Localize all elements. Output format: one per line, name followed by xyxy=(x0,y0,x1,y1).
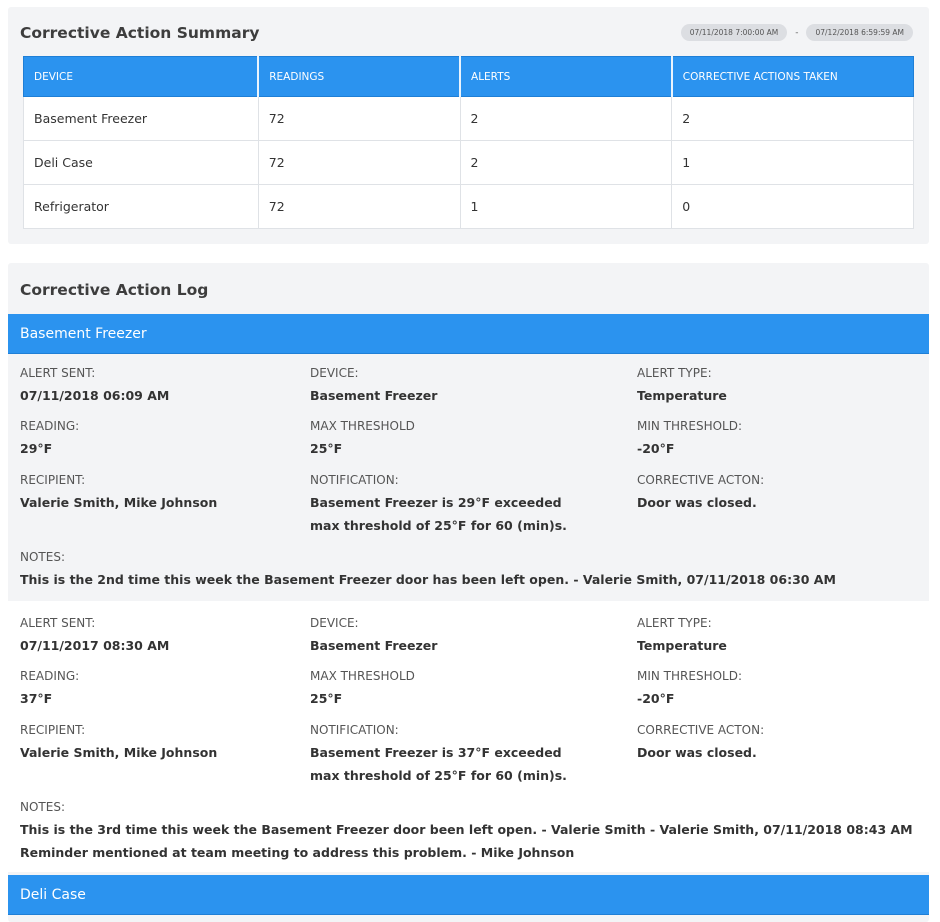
device-group-header[interactable]: Basement Freezer xyxy=(8,314,929,354)
table-row xyxy=(24,97,914,141)
summary-title: Corrective Action Summary xyxy=(20,24,260,42)
log-panel xyxy=(8,263,929,922)
notification-line-2: max threshold of 25°F for 60 (min)s. xyxy=(310,518,567,533)
alert-type-label: ALERT TYPE: xyxy=(637,366,712,380)
cell-readings: 72 xyxy=(258,141,460,185)
date-separator: - xyxy=(795,27,799,38)
summary-header-row xyxy=(24,57,914,97)
summary-table xyxy=(23,56,914,229)
corrective-action-field xyxy=(637,472,764,514)
cell-alerts: 2 xyxy=(460,97,672,141)
device-label: DEVICE: xyxy=(310,616,359,630)
cell-alerts: 2 xyxy=(460,141,672,185)
max-threshold-label: MAX THRESHOLD xyxy=(310,669,415,683)
min-threshold-label: MIN THRESHOLD: xyxy=(637,669,743,683)
cell-corrective-actions: 2 xyxy=(672,97,914,141)
log-title: Corrective Action Log xyxy=(20,281,209,299)
reading-value: 29°F xyxy=(20,441,53,456)
device-label: DEVICE: xyxy=(310,366,359,380)
device-value: Basement Freezer xyxy=(310,388,438,403)
cell-corrective-actions: 0 xyxy=(672,185,914,229)
corrective-action-value: Door was closed. xyxy=(637,745,757,760)
recipient-value: Valerie Smith, Mike Johnson xyxy=(20,495,218,510)
date-range xyxy=(681,24,913,41)
notification-field xyxy=(310,472,567,537)
notes-label: NOTES: xyxy=(20,550,65,564)
device-field xyxy=(310,615,437,657)
notification-line-1: Basement Freezer is 29°F exceeded xyxy=(310,495,562,510)
notification-label: NOTIFICATION: xyxy=(310,723,399,737)
notification-line-2: max threshold of 25°F for 60 (min)s. xyxy=(310,768,567,783)
alert-sent-value: 07/11/2017 08:30 AM xyxy=(20,638,170,653)
alert-sent-value: 07/11/2018 06:09 AM xyxy=(20,388,170,403)
notes-field xyxy=(20,549,920,591)
notification-field xyxy=(310,722,567,787)
cell-device: Deli Case xyxy=(24,141,259,185)
column-header-device: DEVICE xyxy=(24,57,259,97)
min-threshold-value: -20°F xyxy=(637,691,675,706)
summary-panel xyxy=(8,7,929,244)
corrective-action-value: Door was closed. xyxy=(637,495,757,510)
corrective-action-label: CORRECTIVE ACTON: xyxy=(637,723,765,737)
cell-alerts: 1 xyxy=(460,185,672,229)
recipient-field xyxy=(20,722,217,764)
notes-line-1: This is the 2nd time this week the Basement Freezer door has been left open. - Valerie Smith, 07/11/2018 06:30 AM xyxy=(20,572,836,587)
alert-type-label: ALERT TYPE: xyxy=(637,616,712,630)
alert-type-value: Temperature xyxy=(637,388,727,403)
max-threshold-field xyxy=(310,418,415,460)
column-header-readings: READINGS xyxy=(258,57,460,97)
reading-label: READING: xyxy=(20,419,80,433)
max-threshold-field xyxy=(310,668,415,710)
recipient-field xyxy=(20,472,217,514)
column-header-corrective-actions: CORRECTIVE ACTIONS TAKEN xyxy=(672,57,914,97)
cell-readings: 72 xyxy=(258,185,460,229)
notes-field xyxy=(20,799,920,864)
notification-label: NOTIFICATION: xyxy=(310,473,399,487)
notes-line-2: Reminder mentioned at team meeting to address this problem. - Mike Johnson xyxy=(20,845,575,860)
notification-line-1: Basement Freezer is 37°F exceeded xyxy=(310,745,562,760)
device-group-header[interactable]: Deli Case xyxy=(8,875,929,915)
cell-device: Basement Freezer xyxy=(24,97,259,141)
alert-type-value: Temperature xyxy=(637,638,727,653)
log-entry xyxy=(8,355,929,601)
alert-sent-field xyxy=(20,615,169,657)
notes-label: NOTES: xyxy=(20,800,65,814)
alert-sent-label: ALERT SENT: xyxy=(20,616,96,630)
column-header-alerts: ALERTS xyxy=(460,57,672,97)
date-end-pill[interactable]: 07/12/2018 6:59:59 AM xyxy=(806,24,913,41)
recipient-label: RECIPIENT: xyxy=(20,723,86,737)
alert-sent-field xyxy=(20,365,169,407)
log-entry xyxy=(8,601,929,872)
date-start-pill[interactable]: 07/11/2018 7:00:00 AM xyxy=(681,24,788,41)
max-threshold-value: 25°F xyxy=(310,441,343,456)
min-threshold-field xyxy=(637,668,742,710)
cell-readings: 72 xyxy=(258,97,460,141)
recipient-value: Valerie Smith, Mike Johnson xyxy=(20,745,218,760)
cell-device: Refrigerator xyxy=(24,185,259,229)
reading-value: 37°F xyxy=(20,691,53,706)
min-threshold-field xyxy=(637,418,742,460)
cell-corrective-actions: 1 xyxy=(672,141,914,185)
min-threshold-value: -20°F xyxy=(637,441,675,456)
table-row xyxy=(24,141,914,185)
device-field xyxy=(310,365,437,407)
min-threshold-label: MIN THRESHOLD: xyxy=(637,419,743,433)
alert-sent-label: ALERT SENT: xyxy=(20,366,96,380)
recipient-label: RECIPIENT: xyxy=(20,473,86,487)
alert-type-field xyxy=(637,615,727,657)
corrective-action-label: CORRECTIVE ACTON: xyxy=(637,473,765,487)
reading-field xyxy=(20,418,79,460)
reading-field xyxy=(20,668,79,710)
notes-line-1: This is the 3rd time this week the Basement Freezer door been left open. - Valerie Smith - Valerie Smith, 07/11/2018 08:43 AM xyxy=(20,822,913,837)
max-threshold-label: MAX THRESHOLD xyxy=(310,419,415,433)
corrective-action-field xyxy=(637,722,764,764)
alert-type-field xyxy=(637,365,727,407)
device-value: Basement Freezer xyxy=(310,638,438,653)
max-threshold-value: 25°F xyxy=(310,691,343,706)
table-row xyxy=(24,185,914,229)
reading-label: READING: xyxy=(20,669,80,683)
